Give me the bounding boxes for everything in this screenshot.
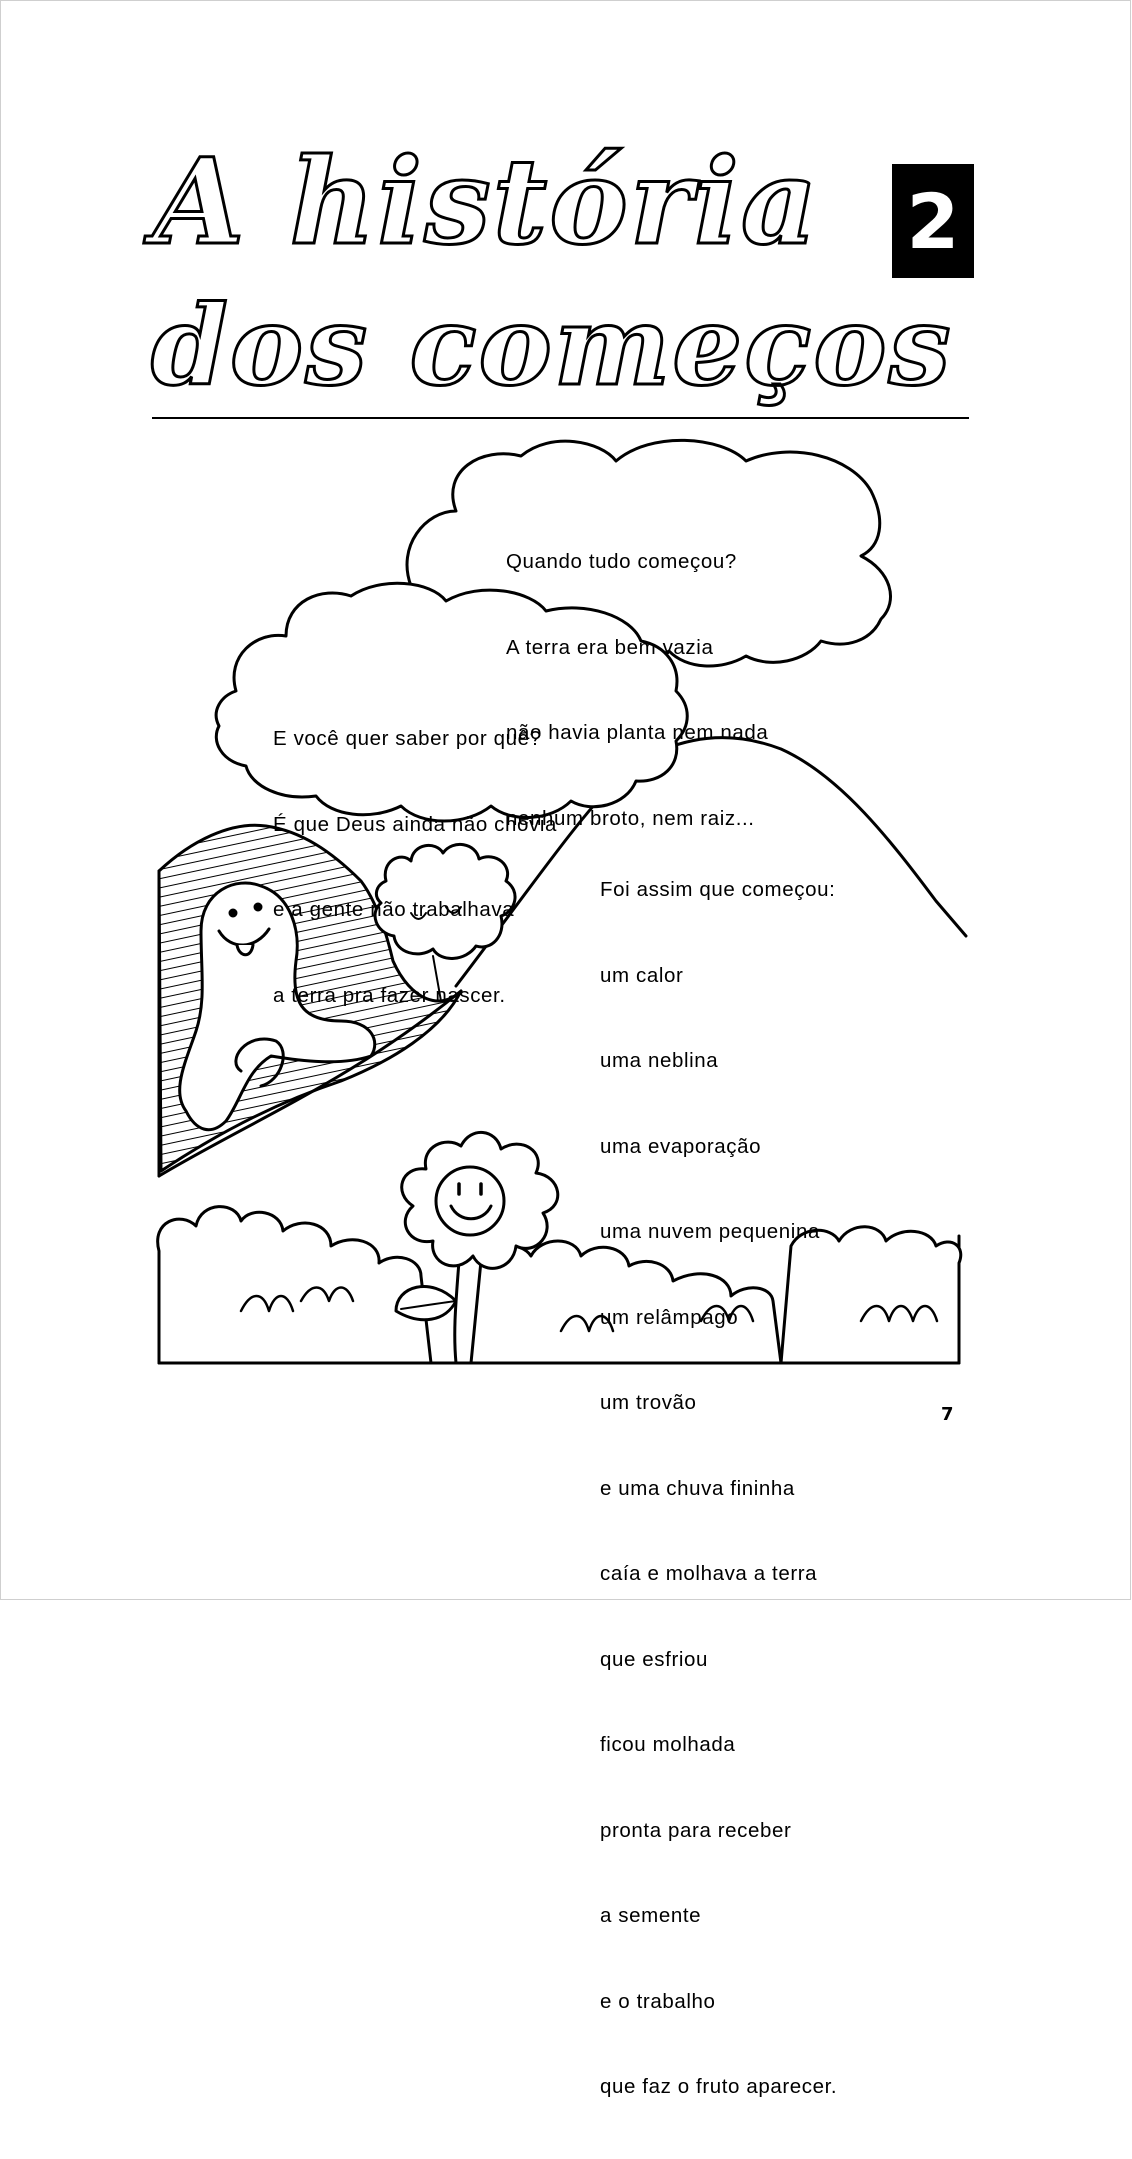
hill-poem-line: uma nuvem pequenina	[600, 1220, 820, 1243]
bubble-lower-line: É que Deus ainda não chovia	[273, 812, 558, 836]
chapter-number-badge: 2	[892, 164, 974, 278]
hill-poem-line: caía e molhava a terra	[600, 1562, 818, 1585]
hill-poem-line: pronta para receber	[600, 1818, 792, 1842]
hill-poem-line: ficou molhada	[600, 1733, 736, 1756]
bubble-upper-line: Quando tudo começou?	[506, 550, 737, 573]
hill-poem-line: uma evaporação	[600, 1134, 762, 1158]
hill-poem-line: e uma chuva fininha	[600, 1476, 795, 1500]
bubble-lower-text	[273, 668, 557, 1067]
grass-shrubs-icon	[158, 1207, 431, 1363]
bubble-upper-line: não havia planta nem nada	[506, 721, 769, 744]
page-number: 7	[941, 1404, 954, 1425]
bubble-lower-line: a terra pra fazer nascer.	[273, 983, 506, 1007]
bubble-upper-line: A terra era bem vazia	[506, 635, 714, 659]
bubble-lower-line: E você quer saber por quê?	[273, 727, 542, 750]
hill-poem-line: a semente	[600, 1904, 702, 1927]
title-line-1: A história	[153, 132, 820, 271]
hill-poem-line: um relâmpago	[600, 1305, 739, 1329]
hill-poem-text	[600, 819, 837, 2159]
hill-poem-line: que esfriou	[600, 1647, 709, 1671]
hill-poem-line: Foi assim que começou:	[600, 878, 836, 901]
bubble-upper-line: nenhum broto, nem raiz...	[506, 806, 755, 830]
hill-poem-line: um trovão	[600, 1391, 697, 1414]
hill-poem-line: um calor	[600, 963, 684, 987]
hill-poem-line: uma neblina	[600, 1049, 719, 1072]
bubble-lower-line: e a gente não trabalhava	[273, 898, 515, 921]
hill-poem-line: e o trabalho	[600, 1989, 716, 2013]
title-line-2: dos começos	[151, 281, 953, 410]
hill-poem-line: que faz o fruto aparecer.	[600, 2075, 838, 2098]
